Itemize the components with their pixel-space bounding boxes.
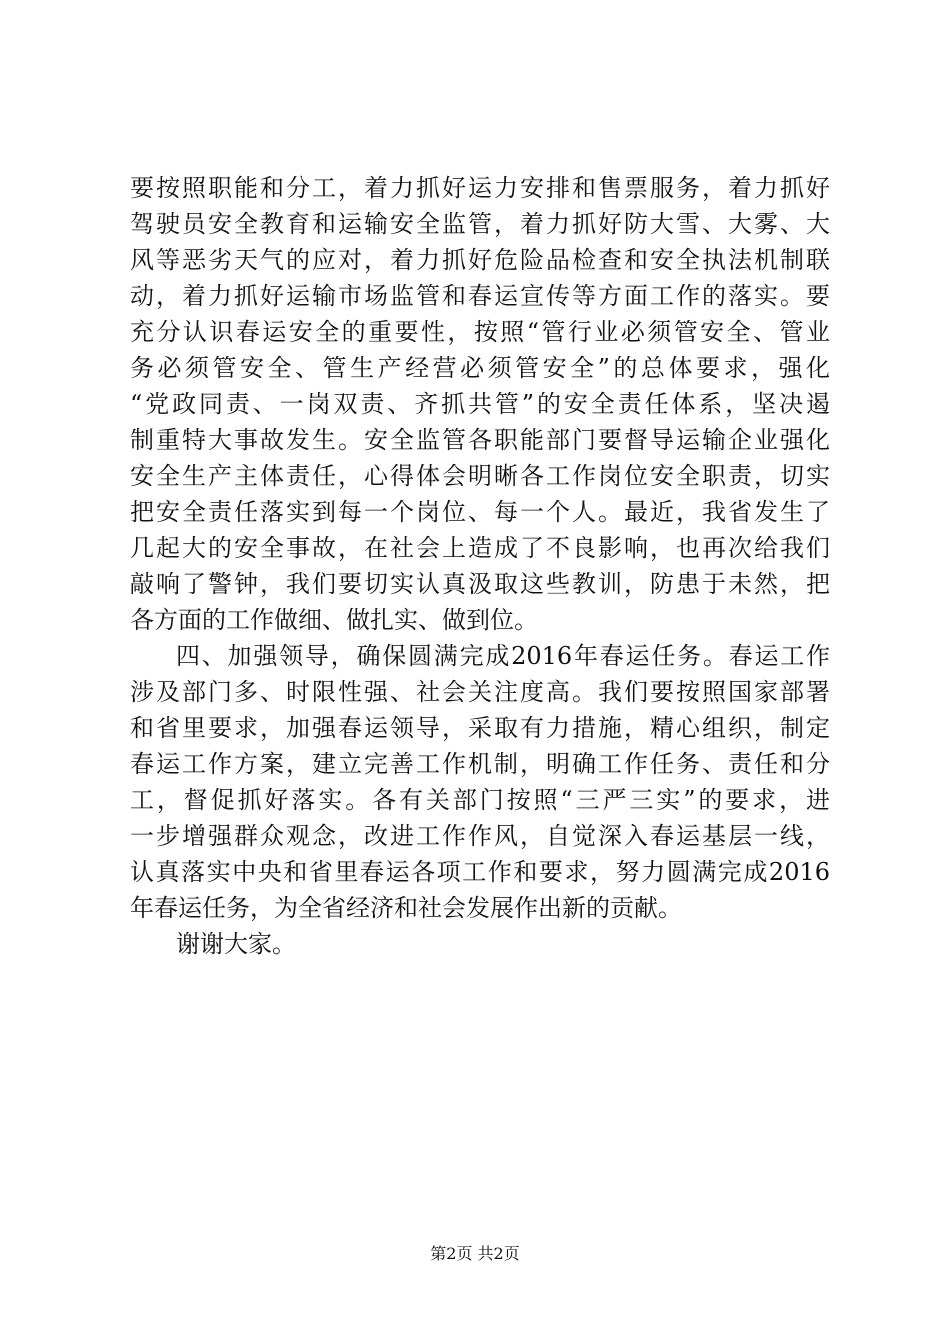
text-line: 敲响了警钟，我们要切实认真汲取这些教训，防患于未然，把: [130, 570, 830, 598]
text-line: 制重特大事故发生。安全监管各职能部门要督导运输企业强化: [130, 426, 830, 454]
text-line: “党政同责、一岗双责、齐抓共管”的安全责任体系，坚决遏: [130, 390, 830, 418]
text-line: 把安全责任落实到每一个岗位、每一个人。最近，我省发生了: [130, 498, 830, 526]
text-line: 一步增强群众观念，改进工作作风，自觉深入春运基层一线，: [130, 822, 830, 850]
text-line: 动，着力抓好运输市场监管和春运宣传等方面工作的落实。要: [130, 282, 830, 310]
text-line: 各方面的工作做细、做扎实、做到位。: [130, 606, 538, 634]
text-line: 和省里要求，加强春运领导，采取有力措施，精心组织，制定: [130, 714, 830, 742]
paragraph-start-line: 四、加强领导，确保圆满完成2016年春运任务。春运工作: [176, 642, 830, 670]
text-line: 年春运任务，为全省经济和社会发展作出新的贡献。: [130, 894, 682, 922]
text-line: 涉及部门多、时限性强、社会关注度高。我们要按照国家部署: [130, 678, 830, 706]
text-line: 几起大的安全事故，在社会上造成了不良影响，也再次给我们: [130, 534, 830, 562]
text-line: 充分认识春运安全的重要性，按照“管行业必须管安全、管业: [130, 318, 830, 346]
text-line: 春运工作方案，建立完善工作机制，明确工作任务、责任和分: [130, 750, 830, 778]
text-line: 认真落实中央和省里春运各项工作和要求，努力圆满完成2016: [130, 858, 830, 886]
text-line: 安全生产主体责任，心得体会明晰各工作岗位安全职责，切实: [130, 462, 830, 490]
text-line: 务必须管安全、管生产经营必须管安全”的总体要求，强化: [130, 354, 830, 382]
text-line: 要按照职能和分工，着力抓好运力安排和售票服务，着力抓好: [130, 174, 830, 202]
closing-line: 谢谢大家。: [176, 930, 296, 958]
text-line: 驾驶员安全教育和运输安全监管，着力抓好防大雪、大雾、大: [130, 210, 830, 238]
page-footer: 第2页 共2页: [430, 1244, 520, 1263]
document-body: [130, 170, 830, 962]
text-line: 工，督促抓好落实。各有关部门按照“三严三实”的要求，进: [130, 786, 830, 814]
text-line: 风等恶劣天气的应对，着力抓好危险品检查和安全执法机制联: [130, 246, 830, 274]
